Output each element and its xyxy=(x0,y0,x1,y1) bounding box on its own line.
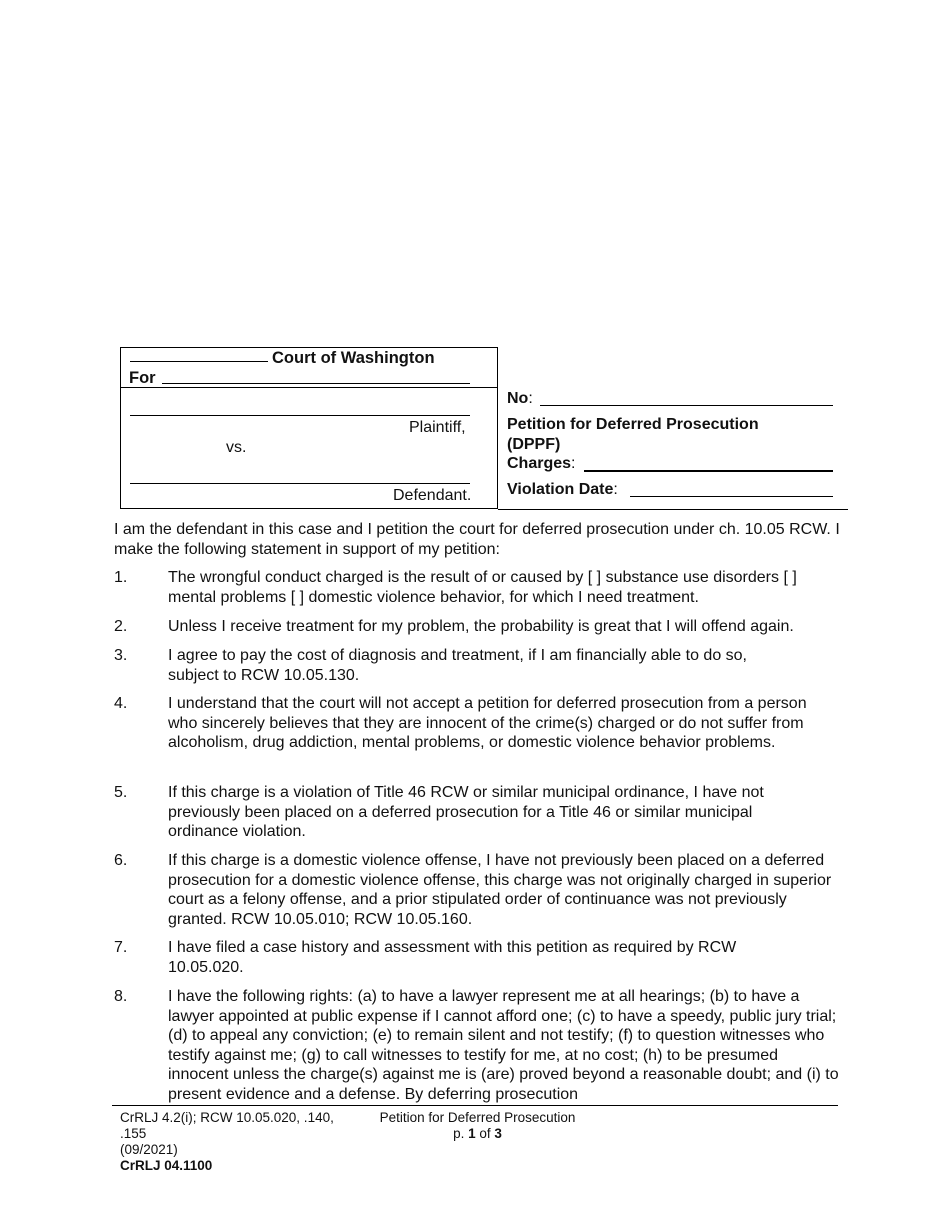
item-number: 8. xyxy=(114,988,128,1005)
item-number: 3. xyxy=(114,647,128,664)
footer-title: Petition for Deferred Prosecution xyxy=(379,1110,576,1125)
footer-center xyxy=(370,1110,585,1142)
page-number: 1 xyxy=(468,1126,476,1141)
footer-rule xyxy=(112,1105,838,1106)
item-text: I have the following rights: (a) to have a lawyer represent me at all hearings; (b) to have a lawyer appointed at public expense if I cannot afford one; (c) to have a speedy, public jury trial; (d) to appeal any conviction; (e) to remain silent and not testify; (f) to question witnesses who testify against me; (g) to call witnesses to testify for me, at no cost; (h) to be presumed innocent unless the charge(s) against me is (are) proved beyond a reasonable doubt; and (i) to present evidence and a defense. By deferring prosecution xyxy=(168,988,839,1103)
footer-rule-citation-cont: .155 xyxy=(120,1126,147,1141)
violation-date-label: Violation Date: xyxy=(507,481,618,498)
item-number: 6. xyxy=(114,852,128,869)
intro-paragraph: I am the defendant in this case and I petition the court for deferred prosecution under ch. 10.05 RCW. I make the following statement in support of my petition: xyxy=(114,521,840,558)
caption-right-rule xyxy=(498,509,848,510)
list-item xyxy=(114,646,844,686)
item-number: 2. xyxy=(114,618,128,635)
charges-blank[interactable] xyxy=(584,470,833,472)
item-number: 4. xyxy=(114,695,128,712)
for-label: For xyxy=(129,369,156,387)
caption-divider xyxy=(120,387,498,388)
page-total: 3 xyxy=(494,1126,502,1141)
item-number: 5. xyxy=(114,784,128,801)
title-line-1: Petition for Deferred Prosecution xyxy=(507,416,759,433)
title-line-2: (DPPF) xyxy=(507,436,561,453)
footer-page: p. 1 of 3 xyxy=(453,1126,502,1141)
list-item xyxy=(114,851,844,931)
charges-label: Charges: xyxy=(507,455,576,472)
footer-left xyxy=(120,1110,360,1174)
footer-form-number: CrRLJ 04.1100 xyxy=(120,1158,213,1173)
plaintiff-blank[interactable] xyxy=(130,415,470,416)
vs-label: vs. xyxy=(226,439,247,456)
list-item xyxy=(114,783,844,843)
violation-date-blank[interactable] xyxy=(630,496,833,497)
item-text: I agree to pay the cost of diagnosis and treatment, if I am financially able to do so, subject to RCW 10.05.130. xyxy=(168,647,747,684)
list-item xyxy=(114,568,844,608)
footer-rule-citation: CrRLJ 4.2(i); RCW 10.05.020, .140, xyxy=(120,1110,334,1125)
item-text: Unless I receive treatment for my problem, the probability is great that I will offend again. xyxy=(168,618,794,635)
item-text: If this charge is a violation of Title 46 RCW or similar municipal ordinance, I have not previously been placed on a deferred prosecution for a Title 46 or similar municipal ordinance violation. xyxy=(168,784,764,840)
list-item xyxy=(114,938,844,978)
item-text: I understand that the court will not accept a petition for deferred prosecution from a person who sincerely believes that they are innocent of the crime(s) charged or do not suffer from alcoholism, drug addiction, mental problems, or domestic violence behavior problems. xyxy=(168,695,807,751)
item-number: 1. xyxy=(114,569,128,586)
for-blank[interactable] xyxy=(162,383,470,384)
defendant-blank[interactable] xyxy=(130,483,470,484)
defendant-label: Defendant. xyxy=(393,487,472,504)
list-item xyxy=(114,987,844,1105)
item-number: 7. xyxy=(114,939,128,956)
item-text: If this charge is a domestic violence offense, I have not previously been placed on a deferred prosecution for a domestic violence offense, this charge was not originally charged in superior court as a felony offense, and a prior stipulated order of continuance was not previously granted. RCW 10.05.010; RCW 10.05.160. xyxy=(168,852,832,928)
document-title xyxy=(507,415,759,455)
item-text: I have filed a case history and assessment with this petition as required by RCW 10.05.020. xyxy=(168,939,737,976)
case-no-label: No: xyxy=(507,390,533,407)
court-of-label: Court of Washington xyxy=(272,349,435,367)
item-text: The wrongful conduct charged is the result of or caused by [ ] substance use disorders [ ] mental problems [ ] domestic violence behavior, for which I need treatment. xyxy=(168,569,797,606)
list-item xyxy=(114,694,844,774)
case-no-blank[interactable] xyxy=(540,405,833,406)
footer-date: (09/2021) xyxy=(120,1142,178,1157)
list-item xyxy=(114,617,844,637)
court-name-blank[interactable] xyxy=(130,361,268,362)
plaintiff-label: Plaintiff, xyxy=(409,419,466,436)
